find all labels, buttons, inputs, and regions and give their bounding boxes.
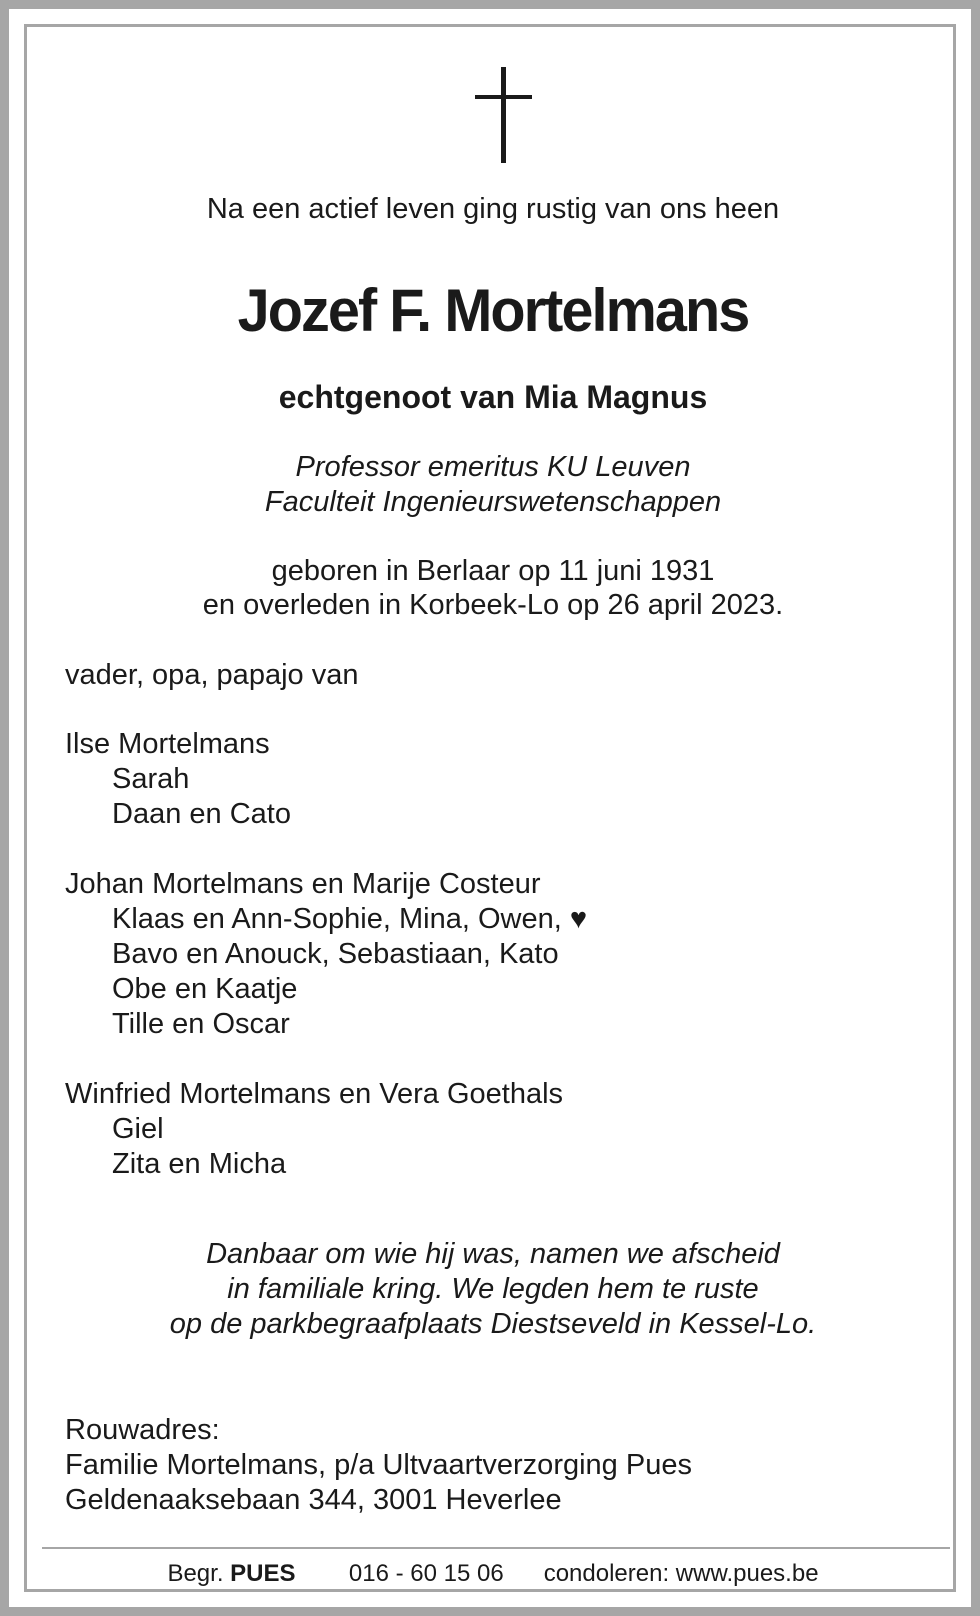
spouse-text: echtgenoot van Mia Magnus	[278, 379, 708, 415]
address-line: Geldenaaksebaan 344, 3001 Heverlee	[65, 1484, 562, 1516]
family-member: Bavo en Anouck, Sebastiaan, Kato	[112, 938, 559, 970]
deceased-name: Jozef F. Mortelmans	[237, 277, 749, 344]
family-member: Tille en Oscar	[112, 1008, 290, 1040]
footer-condolence: condoleren: www.pues.be	[543, 1560, 819, 1587]
family-member: Obe en Kaatje	[112, 973, 298, 1005]
family-head: Winfried Mortelmans en Vera Goethals	[65, 1078, 564, 1110]
family-member: Klaas en Ann-Sophie, Mina, Owen, ♥	[112, 903, 588, 935]
address-label: Rouwadres:	[65, 1414, 220, 1446]
footer-divider	[42, 1547, 950, 1549]
family-member: Daan en Cato	[112, 798, 291, 830]
title-line-2: Faculteit Ingenieurswetenschappen	[264, 486, 722, 518]
birth-line: geboren in Berlaar op 11 juni 1931	[271, 555, 715, 587]
family-member: Sarah	[112, 763, 190, 795]
obituary-card	[24, 24, 956, 1592]
footer	[27, 1559, 959, 1589]
cross-icon	[475, 67, 535, 163]
intro-text: Na een actief leven ging rustig van ons heen	[206, 193, 780, 225]
title-line-1: Professor emeritus KU Leuven	[295, 451, 691, 483]
closing-line-1: Danbaar om wie hij was, namen we afscheid	[206, 1238, 780, 1270]
family-member: Giel	[112, 1113, 164, 1145]
family-head: Ilse Mortelmans	[65, 728, 270, 760]
address-line: Familie Mortelmans, p/a Ultvaartverzorging Pues	[65, 1449, 692, 1481]
family-intro: vader, opa, papajo van	[65, 659, 359, 691]
family-head: Johan Mortelmans en Marije Costeur	[65, 868, 541, 900]
closing-line-3: op de parkbegraafplaats Diestseveld in Kessel-Lo.	[169, 1308, 817, 1340]
footer-phone: 016 - 60 15 06	[348, 1560, 504, 1587]
death-line: en overleden in Korbeek-Lo op 26 april 2023.	[202, 589, 784, 621]
closing-line-2: in familiale kring. We legden hem te ruste	[227, 1273, 759, 1305]
footer-begr-label: Begr.	[167, 1560, 224, 1587]
family-member: Zita en Micha	[112, 1148, 287, 1180]
footer-company: PUES	[230, 1560, 296, 1587]
